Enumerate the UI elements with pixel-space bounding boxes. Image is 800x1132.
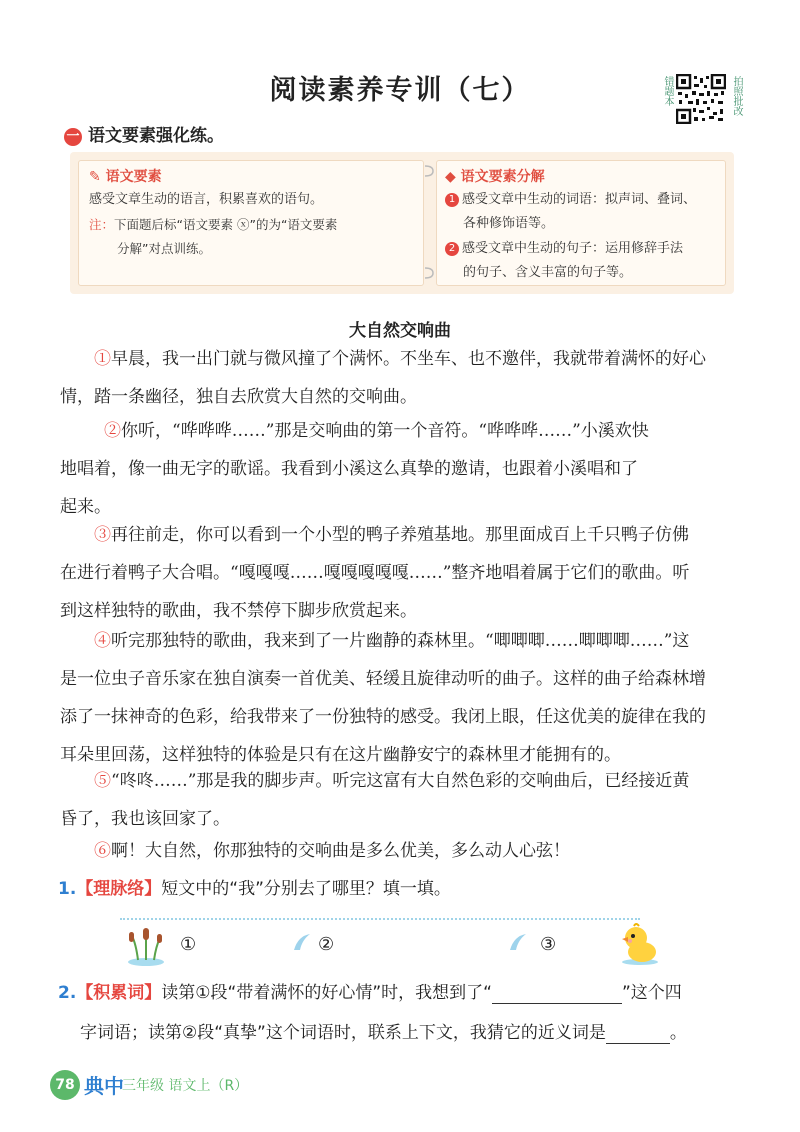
reed-plant-icon — [124, 922, 168, 966]
paragraph-number: ⑤ — [94, 771, 111, 791]
note-line-2: 分解”对点训练。 — [117, 241, 211, 256]
card-left-note — [89, 214, 337, 236]
paragraph-2: ②你听，“哗哗哗……”那是交响曲的第一个音符。“哗哗哗……”小溪欢快 地唱着，像一曲无字的歌谣。我看到小溪这么真挚的邀请，也跟着小溪唱和了 起来。 — [60, 421, 649, 517]
question-number: 2. — [58, 983, 77, 1003]
splash-icon — [506, 930, 530, 954]
section-heading — [64, 121, 224, 146]
question-2-line-2: 字词语；读第②段“真挚”这个词语时，联系上下文，我猜它的近义词是 。 — [80, 1023, 687, 1043]
answer-blank-2[interactable] — [606, 1023, 670, 1044]
breakdown-item-1: 1 感受文章中生动的词语：拟声词、叠词、 — [445, 188, 696, 212]
bookmark-icon: ◆ — [445, 169, 456, 185]
route-dotted-line — [120, 918, 640, 920]
grade-label: 三年级 语文上（R） — [122, 1078, 249, 1094]
breakdown-item-2-cont: 的句子、含义丰富的句子等。 — [463, 265, 633, 280]
qr-left-label: 错题本 — [662, 76, 673, 106]
card-right-title: ◆ 语文要素分解 — [445, 169, 545, 185]
section-label: 语文要素强化练。 — [88, 126, 224, 146]
question-tag: 【积累词】 — [76, 983, 162, 1003]
article-title: 大自然交响曲 — [349, 321, 451, 341]
question-text: 短文中的“我”分别去了哪里？填一填。 — [161, 879, 451, 899]
paragraph-3: ③再往前走，你可以看到一个小型的鸭子养殖基地。那里面成百上千只鸭子仿佛 在进行着鸭子大合唱。“嘎嘎嘎……嘎嘎嘎嘎嘎……”整齐地唱着属于它们的歌曲。听 到这样独特的歌曲，我不禁停下脚步欣赏起来。 — [60, 525, 690, 621]
page-number: 78 — [50, 1070, 80, 1100]
pen-icon: ✎ — [89, 169, 101, 185]
question-1 — [58, 874, 451, 899]
paragraph-5: ⑤“咚咚……”那是我的脚步声。听完这富有大自然色彩的交响曲后，已经接近黄 昏了，我也该回家了。 — [60, 771, 690, 829]
card-left-title: ✎ 语文要素 — [89, 169, 162, 185]
question-tag: 【理脉络】 — [76, 879, 162, 899]
card-language-element — [78, 160, 424, 286]
route-slot-2[interactable]: ② — [318, 934, 335, 955]
paragraph-4: ④听完那独特的歌曲，我来到了一片幽静的森林里。“唧唧唧……唧唧唧……”这 是一位虫子音乐家在独自演奏一首优美、轻缓且旋律动听的曲子。这样的曲子给森林增 添了一抹神奇的色彩，给我带来了一份独特的感受。我闭上眼，任这优美的旋律在我的 耳朵里回荡，这样独特的体验是只有在这片幽静安宁的森林里才能拥有的。 — [60, 631, 706, 765]
qr-code-icon[interactable] — [676, 74, 726, 124]
question-number: 1. — [58, 879, 77, 899]
breakdown-item-1-cont: 各种修饰语等。 — [463, 216, 555, 231]
card-left-text: 感受文章生动的语言，积累喜欢的语句。 — [89, 192, 324, 207]
paragraph-number: ⑥ — [94, 841, 111, 861]
duckling-icon — [616, 920, 660, 966]
item-1-number: 1 — [445, 193, 459, 207]
brand-logo: 典中 — [84, 1074, 124, 1098]
route-slot-1[interactable]: ① — [180, 934, 197, 955]
paragraph-6: ⑥啊！大自然，你那独特的交响曲是多么优美，多么动人心弦！ — [94, 841, 570, 861]
paragraph-number: ② — [104, 421, 121, 441]
qr-right-label: 拍照批改 — [731, 76, 742, 116]
route-slot-3[interactable]: ③ — [540, 934, 557, 955]
paragraph-number: ③ — [94, 525, 111, 545]
question-2-line-1: 2.【积累词】读第①段“带着满怀的好心情”时，我想到了“ ”这个四 — [58, 983, 682, 1003]
breakdown-item-2: 2 感受文章中生动的句子：运用修辞手法 — [445, 237, 683, 261]
page-title: 阅读素养专训（七） — [269, 75, 531, 106]
answer-blank-1[interactable] — [492, 983, 622, 1004]
note-line-1: 下面题后标“语文要素 ⓧ”的为“语文要素 — [114, 217, 338, 232]
binder-spiral-icon — [424, 160, 434, 284]
note-label: 注： — [89, 217, 115, 232]
paragraph-1: ①早晨，我一出门就与微风撞了个满怀。不坐车、也不邀伴，我就带着满怀的好心 情，踏一条幽径，独自去欣赏大自然的交响曲。 — [60, 349, 706, 407]
card-element-breakdown — [436, 160, 726, 286]
splash-icon — [290, 930, 314, 954]
paragraph-number: ④ — [94, 631, 111, 651]
paragraph-number: ① — [94, 349, 111, 369]
item-2-number: 2 — [445, 242, 459, 256]
section-number: 一 — [64, 128, 82, 146]
